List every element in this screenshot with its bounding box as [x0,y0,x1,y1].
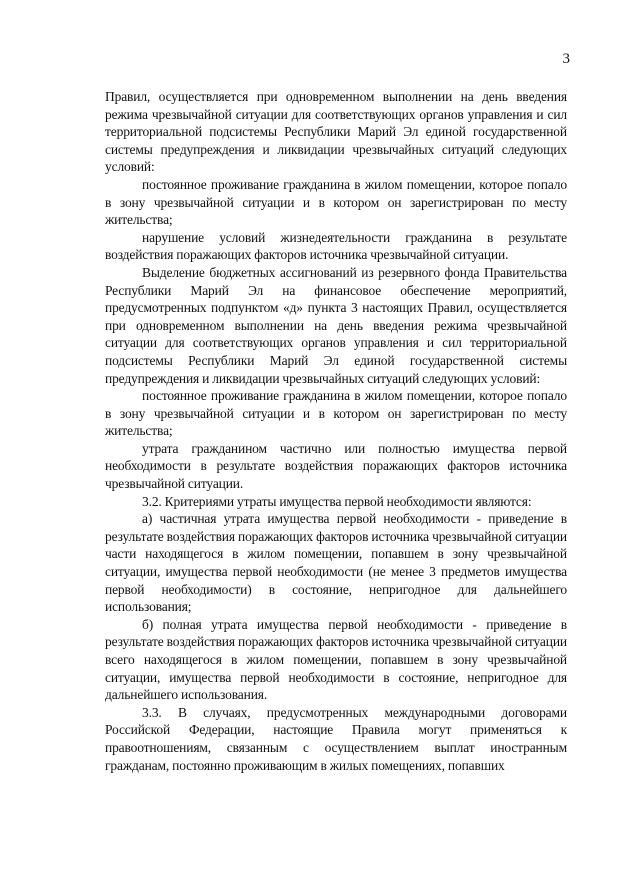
paragraph-condition-living-disruption: нарушение условий жизнедеятельности гражданина в результате воздействия поражающих факторов источника чрезвычайной ситуации. [105,229,567,263]
paragraph-conditions-intro: Правил, осуществляется при одновременном выполнении на день введения режима чрезвычайной ситуации для соответствующих органов управления и сил территориальной подсистемы Республики Марий Эл единой государственной системы предупреждения и ликвидации чрезвычайных ситуаций следующих условий: [105,89,567,175]
body-text [105,88,567,774]
paragraph-full-loss: б) полная утрата имущества первой необходимости - приведение в результате воздействия поражающих факторов источника чрезвычайной ситуации всего находящегося в жилом помещении, попавшем в зону чрезвычайной ситуации, имущества первой необходимости в состояние, непригодное для дальнейшего использования. [105,616,567,703]
paragraph-condition-residence-2: постоянное проживание гражданина в жилом помещении, которое попало в зону чрезвычайной ситуации и в котором он зарегистрирован по месту жительства; [105,388,567,439]
page-number: 3 [562,51,570,67]
paragraph-condition-property-loss: утрата гражданином частично или полностью имущества первой необходимости в результате воздействия поражающих факторов источника чрезвычайной ситуации. [105,440,567,492]
paragraph-section-3-2: 3.2. Критериями утраты имущества первой необходимости являются: [142,493,532,509]
paragraph-condition-residence: постоянное проживание гражданина в жилом помещении, которое попало в зону чрезвычайной ситуации и в котором он зарегистрирован по месту жительства; [105,176,567,228]
paragraph-section-3-3: 3.3. В случаях, предусмотренных международными договорами Российской Федерации, настоящие Правила могут применяться к правоотношениям, связанным с осуществлением выплат иностранным гражданам, постоянно проживающим в жилых помещениях, попавших [105,704,567,773]
paragraph-partial-loss: а) частичная утрата имущества первой необходимости - приведение в результате воздействия поражающих факторов источника чрезвычайной ситуации части находящегося в жилом помещении, попавшем в зону чрезвычайной ситуации, имущества первой необходимости (не менее 3 предметов имущества первой необходимости) в состояние, непригодное для дальнейшего использования; [105,511,567,615]
paragraph-budget-allocation: Выделение бюджетных ассигнований из резервного фонда Правительства Республики Марий Эл на финансовое обеспечение мероприятий, предусмотренных подпунктом «д» пункта 3 настоящих Правил, осуществляется при одновременном выполнении на день введения режима чрезвычайной ситуации для соответствующих органов управления и сил территориальной подсистемы Республики Марий Эл единой государственной системы предупреждения и ликвидации чрезвычайных ситуаций следующих условий: [105,264,567,386]
